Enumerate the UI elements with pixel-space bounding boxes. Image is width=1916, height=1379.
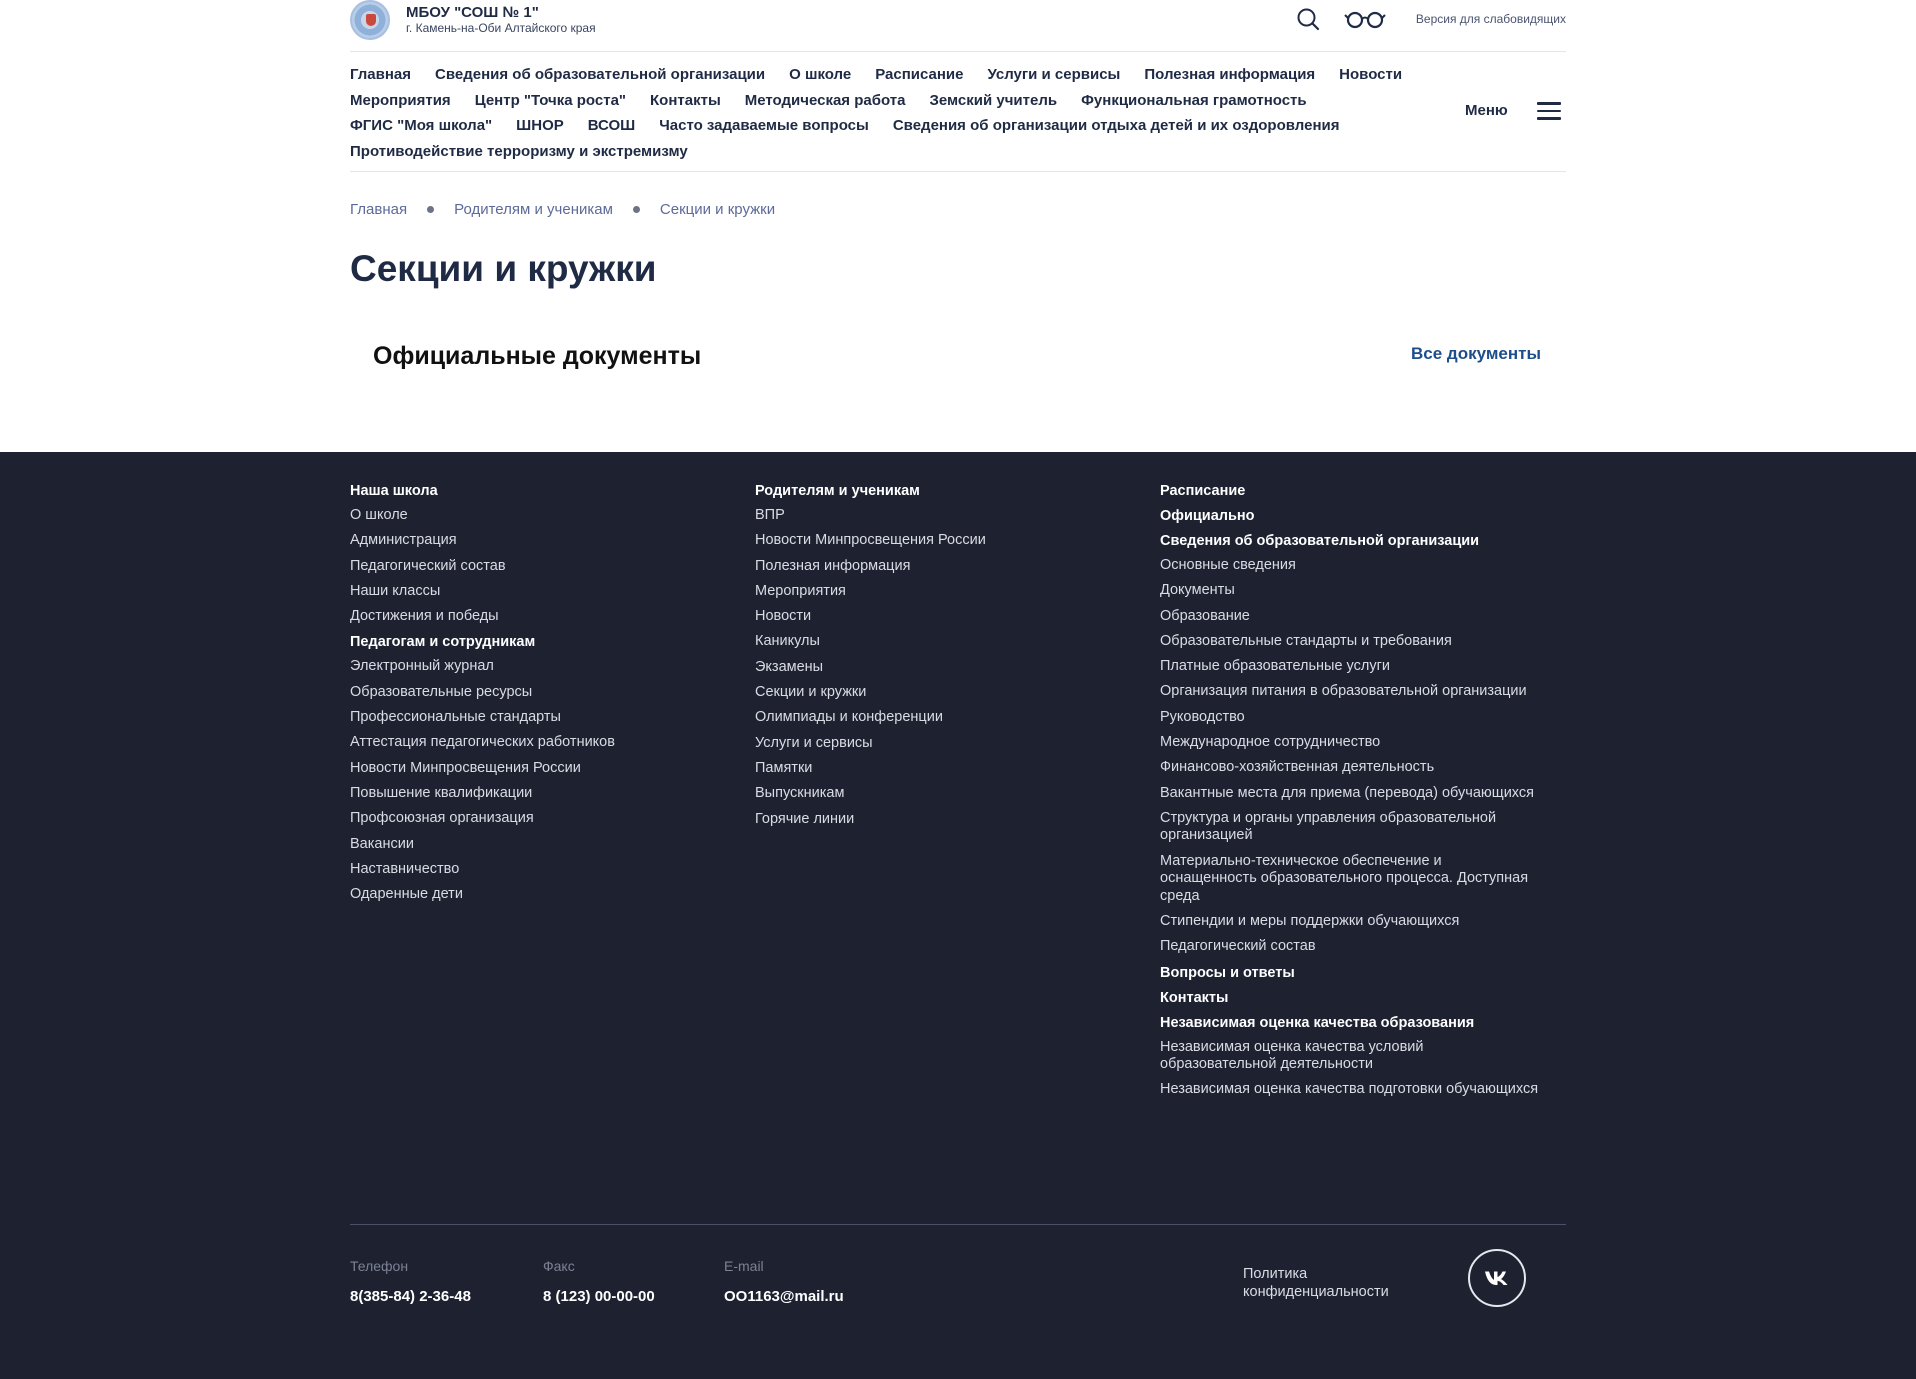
footer-link[interactable]: Вакансии: [350, 835, 414, 852]
org-name[interactable]: МБОУ "СОШ № 1": [406, 4, 539, 21]
footer-link[interactable]: Достижения и победы: [350, 608, 499, 625]
breadcrumb-home[interactable]: Главная: [350, 201, 408, 218]
footer-link[interactable]: Наставничество: [350, 860, 460, 877]
nav-item-contacts[interactable]: Контакты: [650, 91, 721, 109]
footer-link[interactable]: Стипендии и меры поддержки обучающихся: [1160, 913, 1460, 930]
footer-link[interactable]: Профессиональные стандарты: [350, 709, 561, 726]
nav-item-useful-info[interactable]: Полезная информация: [1144, 66, 1316, 84]
breadcrumb-parents[interactable]: Родителям и ученикам: [454, 201, 613, 218]
footer-link[interactable]: Новости Минпросвещения России: [755, 532, 986, 549]
nav-item-services[interactable]: Услуги и сервисы: [987, 66, 1121, 84]
nav-item-functional-literacy[interactable]: Функциональная грамотность: [1081, 91, 1307, 109]
nav-row: [350, 88, 1420, 114]
footer-link[interactable]: Полезная информация: [755, 557, 911, 574]
footer-link[interactable]: Новости Минпросвещения России: [350, 759, 581, 776]
nav-item-anti-terrorism[interactable]: Противодействие терроризму и экстремизму: [350, 142, 688, 160]
footer-link[interactable]: Каникулы: [755, 633, 820, 650]
footer-link[interactable]: Одаренные дети: [350, 886, 463, 903]
footer-group: [350, 482, 740, 626]
footer-link[interactable]: Образовательные стандарты и требования: [1160, 632, 1452, 649]
footer-link[interactable]: Профсоюзная организация: [350, 810, 534, 827]
footer-group-heading[interactable]: Официально: [1160, 508, 1255, 524]
footer-group: [1160, 482, 1540, 500]
divider: [350, 171, 1566, 172]
footer-group: [1160, 532, 1540, 956]
footer-link[interactable]: Аттестация педагогических работников: [350, 734, 615, 751]
hamburger-icon[interactable]: [1537, 102, 1561, 122]
nav-item-home[interactable]: Главная: [350, 66, 412, 84]
nav-item-news[interactable]: Новости: [1339, 66, 1403, 84]
nav-item-rural-teacher[interactable]: Земский учитель: [929, 91, 1058, 109]
footer-group-heading[interactable]: Независимая оценка качества образования: [1160, 1014, 1475, 1031]
vk-logo: [1484, 1270, 1510, 1286]
footer-link[interactable]: Образование: [1160, 607, 1250, 624]
footer-link[interactable]: Структура и органы управления образовательной организацией: [1160, 809, 1497, 844]
footer-column-official: [1160, 482, 1540, 1107]
footer-divider: [350, 1224, 1566, 1225]
footer-link[interactable]: Педагогический состав: [1160, 938, 1316, 955]
privacy-policy-link[interactable]: Политика конфиденциальности: [1243, 1266, 1389, 1300]
footer-group: [1160, 989, 1540, 1007]
breadcrumb: [350, 201, 775, 218]
footer-group: [1160, 507, 1540, 525]
footer-link[interactable]: Услуги и сервисы: [755, 734, 873, 751]
footer-link[interactable]: Мероприятия: [755, 582, 846, 599]
nav-item-vsosh[interactable]: ВСОШ: [587, 117, 636, 135]
nav-item-events[interactable]: Мероприятия: [350, 91, 451, 109]
footer-link[interactable]: Финансово-хозяйственная деятельность: [1160, 759, 1435, 776]
footer-link[interactable]: Администрация: [350, 532, 457, 549]
footer-link[interactable]: Руководство: [1160, 708, 1245, 725]
footer-group-heading[interactable]: Педагогам и сотрудникам: [350, 634, 536, 651]
org-city: г. Камень-на-Оби Алтайского края: [406, 21, 596, 35]
footer-link[interactable]: ВПР: [755, 507, 785, 523]
nav-item-schedule[interactable]: Расписание: [875, 66, 964, 84]
footer-group-heading[interactable]: Контакты: [1160, 989, 1229, 1006]
docs-section-title: Официальные документы: [373, 342, 702, 370]
nav-row: [350, 113, 1420, 139]
school-logo[interactable]: [350, 0, 390, 40]
footer-link[interactable]: Памятки: [755, 759, 813, 776]
low-vision-link[interactable]: Версия для слабовидящих: [1415, 12, 1566, 26]
footer-link[interactable]: Выпускникам: [755, 785, 845, 802]
breadcrumb-separator: [427, 206, 434, 213]
email-value[interactable]: OO1163@mail.ru: [724, 1288, 844, 1305]
email-label: E-mail: [724, 1258, 764, 1274]
footer-group-heading[interactable]: Наша школа: [350, 483, 438, 499]
footer-group-heading[interactable]: Родителям и ученикам: [755, 483, 920, 499]
footer-link[interactable]: Независимая оценка качества подготовки обучающихся: [1160, 1081, 1539, 1098]
footer-link[interactable]: Педагогический состав: [350, 557, 506, 574]
footer-link[interactable]: Независимая оценка качества условий образовательной деятельности: [1160, 1038, 1424, 1073]
phone-value[interactable]: 8(385-84) 2-36-48: [350, 1288, 471, 1305]
footer-column-parents: [755, 482, 1145, 836]
nav-item-my-school[interactable]: ФГИС "Моя школа": [350, 117, 493, 135]
search-icon[interactable]: [1296, 7, 1320, 31]
nav-item-shnor[interactable]: ШНОР: [516, 117, 564, 135]
footer-link[interactable]: Экзамены: [755, 658, 824, 675]
footer-link[interactable]: Вакантные места для приема (перевода) обучающихся: [1160, 784, 1534, 801]
footer-link[interactable]: Платные образовательные услуги: [1160, 658, 1390, 675]
menu-label[interactable]: Меню: [1465, 102, 1508, 119]
all-docs-link[interactable]: Все документы: [1411, 344, 1541, 363]
footer-link[interactable]: Основные сведения: [1160, 557, 1296, 573]
footer-link[interactable]: Наши классы: [350, 582, 441, 599]
footer-group-heading[interactable]: Вопросы и ответы: [1160, 964, 1295, 981]
footer-link[interactable]: Секции и кружки: [755, 684, 867, 701]
phone-label: Телефон: [350, 1258, 409, 1274]
fax-label: Факс: [543, 1258, 575, 1274]
footer-link[interactable]: Материально-техническое обеспечение и оснащенность образовательного процесса. Доступная среда: [1160, 852, 1529, 904]
site-header: [350, 0, 1566, 52]
glasses-icon[interactable]: [1344, 8, 1386, 30]
footer-column-school: [350, 482, 740, 911]
footer-link[interactable]: Организация питания в образовательной организации: [1160, 683, 1527, 700]
footer-link[interactable]: Международное сотрудничество: [1160, 734, 1381, 751]
footer-group: [755, 482, 1145, 828]
main-nav: [350, 62, 1420, 164]
footer-link[interactable]: Повышение квалификации: [350, 784, 533, 801]
page-title: Секции и кружки: [350, 248, 657, 289]
breadcrumb-current[interactable]: Секции и кружки: [659, 201, 776, 218]
footer-link[interactable]: Документы: [1160, 582, 1235, 599]
footer-group: [1160, 1014, 1540, 1099]
footer-group-heading[interactable]: Сведения об образовательной организации: [1160, 533, 1480, 549]
footer-link[interactable]: Олимпиады и конференции: [755, 709, 943, 726]
nav-item-growth-center[interactable]: Центр "Точка роста": [474, 91, 627, 109]
breadcrumb-separator: [633, 206, 640, 213]
nav-row: [350, 62, 1420, 88]
footer-link[interactable]: О школе: [350, 507, 408, 523]
footer-link[interactable]: Новости: [755, 608, 812, 625]
vk-icon[interactable]: [1468, 1249, 1526, 1307]
nav-item-faq[interactable]: Часто задаваемые вопросы: [659, 117, 869, 135]
footer-link[interactable]: Горячие линии: [755, 810, 855, 827]
footer-group: [1160, 964, 1540, 982]
footer-link[interactable]: Электронный журнал: [350, 658, 494, 675]
nav-item-org-info[interactable]: Сведения об образовательной организации: [435, 66, 766, 84]
nav-row: [350, 139, 1420, 165]
footer-group: [350, 633, 740, 903]
fax-value[interactable]: 8 (123) 00-00-00: [543, 1288, 655, 1305]
nav-item-about[interactable]: О школе: [789, 66, 852, 84]
footer-link[interactable]: Образовательные ресурсы: [350, 683, 533, 700]
nav-item-recreation[interactable]: Сведения об организации отдыха детей и их оздоровления: [892, 117, 1340, 135]
footer-group-heading[interactable]: Расписание: [1160, 483, 1246, 499]
nav-item-methodical[interactable]: Методическая работа: [744, 91, 906, 109]
